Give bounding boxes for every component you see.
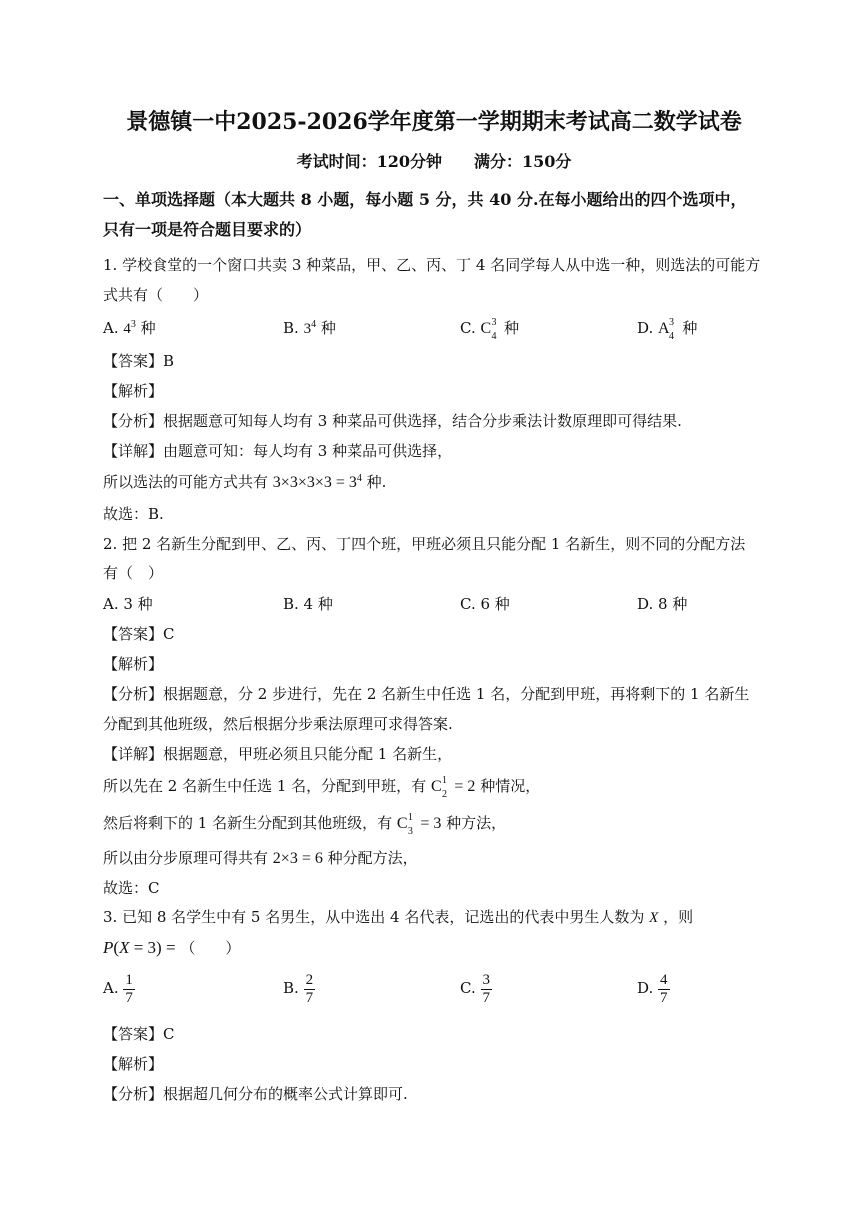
q2-step1-suffix: 种情况， (480, 777, 541, 795)
q2-step1 (103, 775, 541, 800)
q2-step2-upper: 1 (407, 812, 413, 823)
q2-step2 (103, 812, 507, 837)
q1-option-b-exp: 4 (311, 319, 317, 330)
q2-step1-prefix: 所以先在 2 名新生中任选 1 名，分配到甲班，有 (103, 777, 427, 795)
q1-option-c (460, 317, 519, 342)
q1-option-d (637, 317, 698, 342)
q3-option-a-label: A. (103, 979, 119, 997)
q1-conclusion: 故选：B. (103, 505, 164, 523)
q1-option-c-lower: 4 (491, 331, 497, 342)
q1-option-d-unit: 种 (682, 319, 698, 337)
exam-subtitle: 考试时间：120分钟 满分：150分 (296, 152, 572, 171)
q3-stem-paren: （ ） (180, 939, 241, 957)
q3-option-a-numerator: 1 (125, 971, 133, 988)
q2-step1-upper: 1 (441, 775, 447, 786)
q1-option-d-lower: 4 (669, 331, 675, 342)
q1-calc-prefix: 所以选法的可能方式共有 (103, 473, 269, 491)
q3-option-d-label: D. (637, 979, 654, 997)
q3-stem-variable: X (649, 910, 659, 926)
q1-calc-suffix: 种. (366, 473, 387, 491)
q3-stem-line2 (103, 938, 240, 958)
q2-conclusion: 故选：C (103, 879, 160, 897)
section-heading-line2: 只有一项是符合题目要求的） (103, 220, 312, 239)
q1-xiangjie: 【详解】由题意可知：每人均有 3 种菜品可供选择， (103, 442, 453, 460)
q2-jiexi: 【解析】 (103, 655, 164, 673)
q2-option-b: B. 4 种 (283, 595, 333, 613)
q3-option-a-denominator: 7 (125, 989, 133, 1006)
q1-option-d-upper: 3 (669, 317, 675, 328)
q3-stem-prefix: 3. 已知 8 名学生中有 5 名男生，从中选出 4 名代表，记选出的代表中男生人数为 (103, 908, 645, 926)
q3-option-b-numerator: 2 (305, 971, 314, 988)
q1-option-b (283, 318, 336, 339)
q3-stem-line1 (103, 907, 693, 928)
q3-answer: 【答案】C (103, 1025, 175, 1043)
q1-option-a (103, 318, 156, 339)
q1-stem-line1: 1. 学校食堂的一个窗口共卖 3 种菜品，甲、乙、丙、丁 4 名同学每人从中选一种，则选法的可能方 (103, 256, 761, 274)
q1-option-a-base: 4 (123, 321, 131, 337)
q2-step3-suffix: 种分配方法， (327, 849, 418, 867)
q1-option-a-unit: 种 (140, 319, 156, 337)
q1-answer: 【答案】B (103, 352, 175, 370)
q2-step2-symbol: C (396, 815, 408, 832)
q3-prob-rest: = 3) = (129, 938, 176, 957)
q3-prob-variable: X (119, 938, 130, 957)
q2-option-c: C. 6 种 (460, 595, 510, 613)
q3-option-c-numerator: 3 (482, 971, 490, 988)
q2-step2-suffix: 种方法， (446, 814, 507, 832)
q3-option-d (637, 970, 670, 1007)
q3-option-c (460, 970, 492, 1007)
section-heading-line1: 一、单项选择题（本大题共 8 小题，每小题 5 分，共 40 分.在每小题给出的四个选项中， (103, 190, 747, 209)
q2-step3 (103, 848, 418, 869)
q2-option-d: D. 8 种 (637, 595, 688, 613)
q2-xiangjie: 【详解】根据题意，甲班必须且只能分配 1 名新生， (103, 745, 453, 763)
q2-step3-prefix: 所以由分步原理可得共有 (103, 849, 269, 867)
q2-fenxi-line2: 分配到其他班级，然后根据分步乘法原理可求得答案. (103, 715, 453, 733)
q1-stem-line2: 式共有（ ） (103, 286, 209, 304)
q3-option-d-numerator: 4 (660, 971, 668, 988)
q2-step3-expression: 2×3 = 6 (272, 850, 323, 867)
q2-step1-equation: = 2 (454, 778, 476, 795)
q3-jiexi: 【解析】 (103, 1055, 164, 1073)
q3-option-a (103, 970, 135, 1007)
q3-option-c-denominator: 7 (482, 989, 490, 1006)
q3-option-b-label: B. (283, 979, 299, 997)
q2-step1-lower: 2 (441, 789, 447, 800)
q2-step1-symbol: C (430, 778, 442, 795)
q1-fenxi: 【分析】根据题意可知每人均有 3 种菜品可供选择，结合分步乘法计数原理即可得结果. (103, 412, 682, 430)
q1-option-c-upper: 3 (491, 317, 497, 328)
q2-answer: 【答案】C (103, 625, 175, 643)
q1-calc-exponent: 4 (356, 473, 362, 484)
q2-fenxi-line1: 【分析】根据题意，分 2 步进行，先在 2 名新生中任选 1 名，分配到甲班，再将剩下的 1 名新生 (103, 685, 750, 703)
q1-option-b-base: 3 (303, 321, 312, 337)
q2-stem-line1: 2. 把 2 名新生分配到甲、乙、丙、丁四个班，甲班必须且只能分配 1 名新生，则不同的分配方法 (103, 535, 746, 553)
q2-stem-line2: 有（ ） (103, 564, 164, 582)
q1-option-d-label: D. (637, 319, 654, 337)
q1-option-b-label: B. (283, 319, 299, 337)
q1-option-b-unit: 种 (320, 319, 336, 337)
q1-option-c-label: C. (460, 319, 476, 337)
q3-option-c-label: C. (460, 979, 476, 997)
q1-jiexi: 【解析】 (103, 382, 164, 400)
q3-prob-symbol: P (103, 938, 114, 957)
q1-option-c-symbol: C (480, 320, 492, 337)
q3-option-b (283, 970, 315, 1007)
q1-calculation (103, 472, 386, 493)
q2-step2-equation: = 3 (420, 815, 442, 832)
q1-option-a-label: A. (103, 319, 119, 337)
q3-option-d-denominator: 7 (660, 989, 668, 1006)
q3-fenxi: 【分析】根据超几何分布的概率公式计算即可. (103, 1085, 408, 1103)
q1-option-a-exp: 3 (130, 319, 136, 330)
q2-step2-prefix: 然后将剩下的 1 名新生分配到其他班级，有 (103, 814, 393, 832)
q3-stem-suffix: ，则 (663, 908, 694, 926)
q1-option-c-unit: 种 (503, 319, 519, 337)
exam-title: 景德镇一中2025-2026学年度第一学期期末考试高二数学试卷 (126, 109, 742, 135)
q3-prob-open: ( (113, 938, 120, 957)
q1-option-d-symbol: A (658, 320, 670, 337)
q3-option-b-denominator: 7 (305, 989, 314, 1006)
q1-calc-expression: 3×3×3×3 = 3 (272, 474, 357, 491)
q2-step2-lower: 3 (407, 826, 413, 837)
q2-option-a: A. 3 种 (103, 595, 153, 613)
